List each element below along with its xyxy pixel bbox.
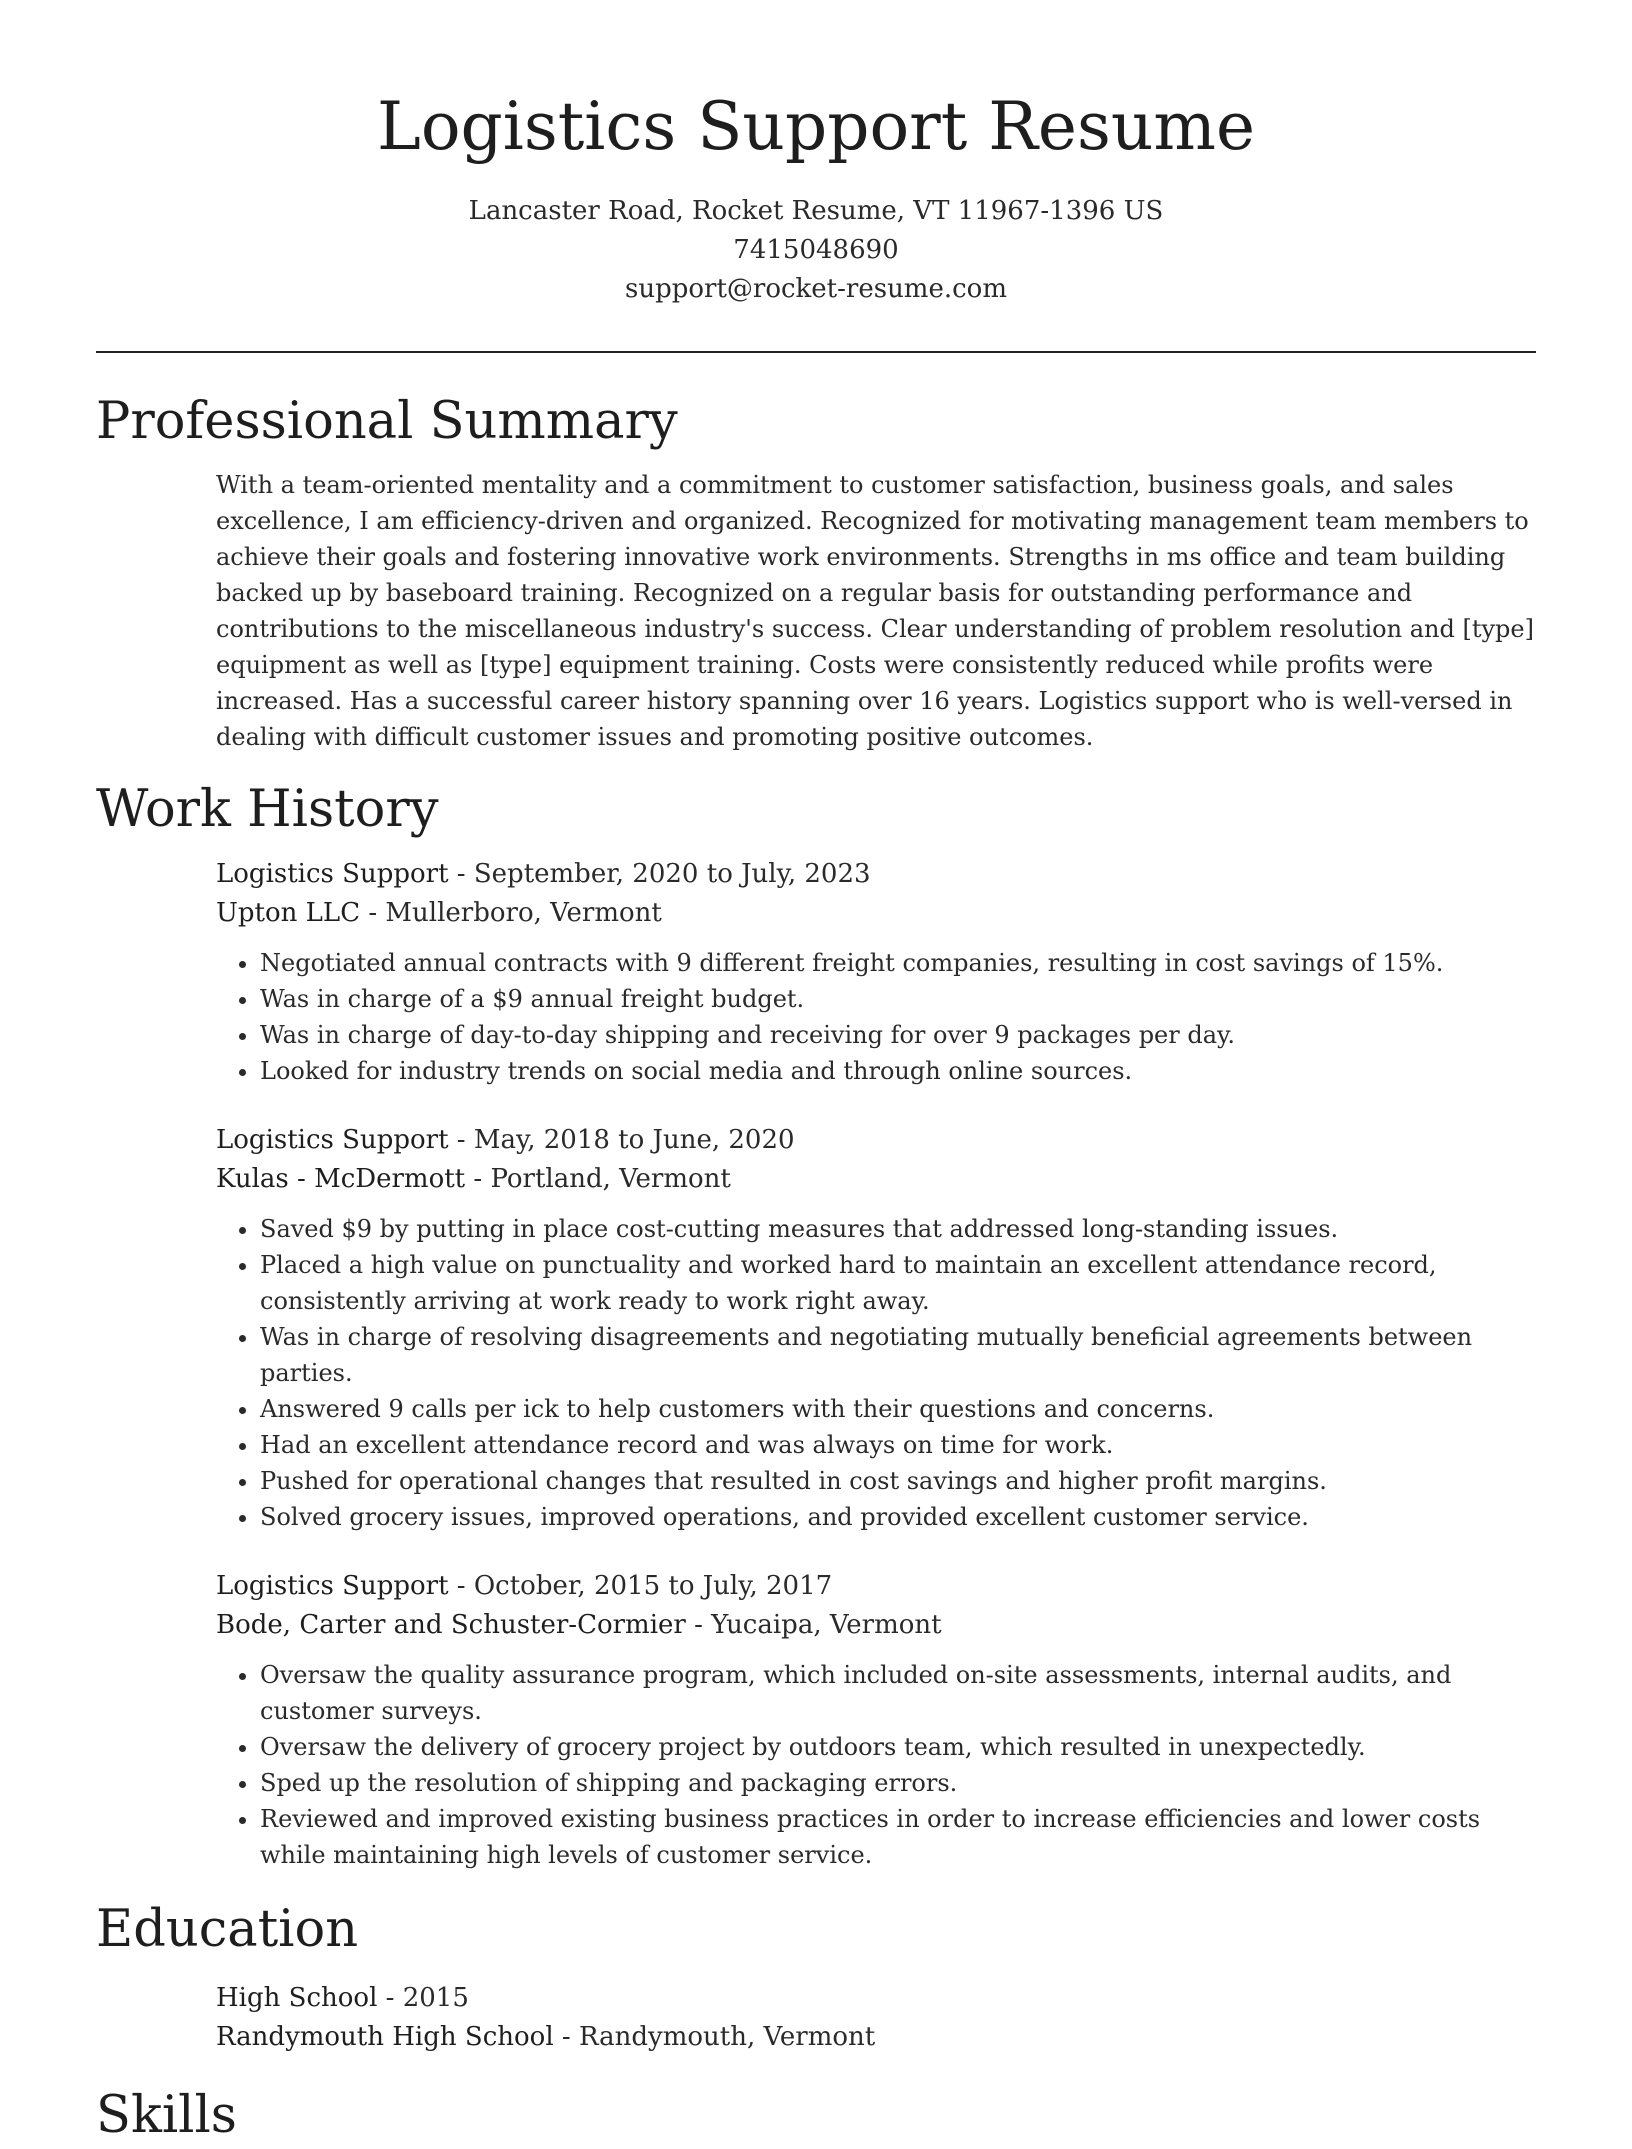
job-dates: - October, 2015 to July, 2017 [448,1571,833,1601]
job-company: Kulas - McDermott [216,1164,466,1194]
job-bullet: • Was in charge of resolving disagreements and negotiating mutually beneficial agreements between parties. [260,1319,1536,1391]
job-company-line [216,1160,1536,1199]
job-bullet: • Oversaw the quality assurance program, which included on-site assessments, internal audits, and customer surveys. [260,1657,1536,1729]
resume-title: Logistics Support Resume [376,88,1255,165]
education-school: Randymouth High School [216,2022,554,2052]
job-company-line [216,1606,1536,1645]
job-bullet: • Had an excellent attendance record and was always on time for work. [260,1427,1536,1463]
job-bullet: • Looked for industry trends on social media and through online sources. [260,1053,1536,1089]
job-entry [216,1121,1536,1535]
resume-header [96,0,1536,309]
job-location: - Yucaipa, Vermont [685,1610,942,1640]
summary-text: With a team-oriented mentality and a commitment to customer satisfaction, business goals, and sales excellence, I am efficiency-driven and organized. Recognized for motivating management team members to achieve their goals and fostering innovative work environments. Strengths in ms office and team building backed up by baseboard training. Recognized on a regular basis for outstanding performance and contributions to the miscellaneous industry's success. Clear understanding of problem resolution and [type] equipment as well as [type] equipment training. Costs were consistently reduced while profits were increased. Has a successful career history spanning over 16 years. Logistics support who is well-versed in dealing with difficult customer issues and promoting positive outcomes. [216,471,1534,751]
job-title: Logistics Support [216,859,449,889]
job-dates: - May, 2018 to June, 2020 [448,1125,795,1155]
education-school-line [216,2018,1536,2057]
job-bullet: • Pushed for operational changes that resulted in cost savings and higher profit margins. [260,1463,1536,1499]
job-dates: - September, 2020 to July, 2023 [448,859,871,889]
education-section [96,1897,1536,2057]
job-bullet: • Negotiated annual contracts with 9 different freight companies, resulting in cost savings of 15%. [260,945,1536,981]
work-history-section [96,777,1536,1873]
contact-phone: 7415048690 [733,235,899,265]
job-bullets [216,1657,1536,1873]
job-entry [216,1567,1536,1873]
job-bullet: • Oversaw the delivery of grocery project by outdoors team, which resulted in unexpectedly. [260,1729,1536,1765]
job-company-line [216,894,1536,933]
contact-info [96,192,1536,309]
job-bullet: • Placed a high value on punctuality and worked hard to maintain an excellent attendance record, consistently arriving at work ready to work right away. [260,1247,1536,1319]
job-bullet: • Saved $9 by putting in place cost-cutting measures that addressed long-standing issues. [260,1211,1536,1247]
summary-heading: Professional Summary [96,392,678,451]
job-title-line [216,1121,1536,1160]
education-location: - Randymouth, Vermont [553,2022,876,2052]
job-title: Logistics Support [216,1125,449,1155]
job-bullet: • Solved grocery issues, improved operations, and provided excellent customer service. [260,1499,1536,1535]
header-divider [96,351,1536,353]
job-bullet: • Reviewed and improved existing business practices in order to increase efficiencies and lower costs while maintaining high levels of customer service. [260,1801,1536,1873]
job-bullet: • Was in charge of day-to-day shipping and receiving for over 9 packages per day. [260,1017,1536,1053]
education-degree: High School [216,1983,378,2013]
job-bullet: • Was in charge of a $9 annual freight budget. [260,981,1536,1017]
education-year: - 2015 [377,1983,469,2013]
job-company: Upton LLC [216,898,361,928]
job-bullets [216,1211,1536,1535]
job-title-line [216,855,1536,894]
work-history-heading: Work History [96,780,439,839]
job-bullets [216,945,1536,1089]
job-location: - Mullerboro, Vermont [360,898,662,928]
education-heading: Education [96,1900,359,1959]
job-entry [216,855,1536,1089]
job-company: Bode, Carter and Schuster-Cormier [216,1610,686,1640]
job-title-line [216,1567,1536,1606]
job-bullet: • Sped up the resolution of shipping and packaging errors. [260,1765,1536,1801]
contact-address: Lancaster Road, Rocket Resume, VT 11967-1396 US [468,196,1164,226]
education-entry [216,1979,1536,2057]
job-bullet: • Answered 9 calls per ick to help customers with their questions and concerns. [260,1391,1536,1427]
skills-section [96,2083,1536,2149]
education-degree-line [216,1979,1536,2018]
skills-heading: Skills [96,2086,237,2145]
job-location: - Portland, Vermont [465,1164,731,1194]
summary-section [96,389,1536,755]
contact-email: support@rocket-resume.com [624,274,1007,304]
resume-page [96,0,1536,2149]
job-title: Logistics Support [216,1571,449,1601]
